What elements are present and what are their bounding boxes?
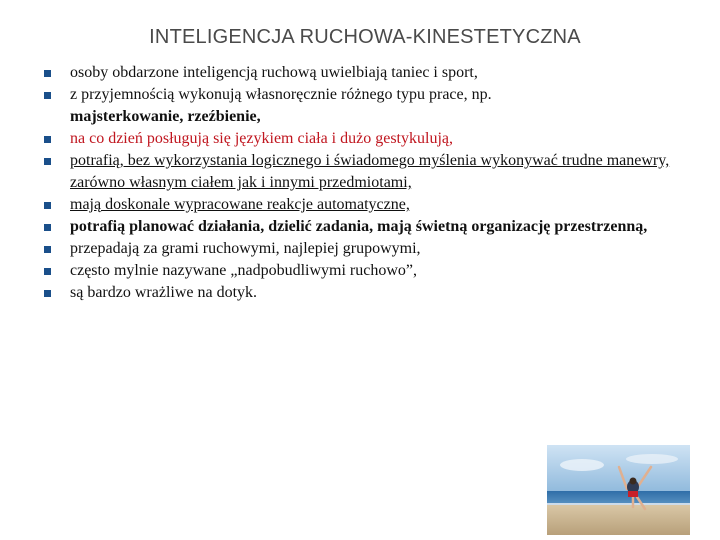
bullet-square-icon [44,136,51,143]
bullet-square-icon [44,92,51,99]
bullet-square-icon [44,224,51,231]
bullet-text: często mylnie nazywane „nadpobudliwymi ruchowo”, [70,262,417,279]
bullet-square-icon [44,158,51,165]
bullet-square-icon [44,268,51,275]
bullet-square-icon [44,70,51,77]
bullet-text: z przyjemnością wykonują własnoręcznie różnego typu prace, np. [70,86,492,103]
bullet-item [44,238,684,260]
bullet-text: potrafią planować działania, dzielić zadania, mają świetną organizację przestrzenną, [70,218,648,235]
bullet-text-continuation: majsterkowanie, rzeźbienie, [70,108,261,125]
bullet-item [44,216,684,238]
slide-title: INTELIGENCJA RUCHOWA-KINESTETYCZNA [149,26,581,48]
bullet-item [44,150,684,194]
beach-cartwheel-illustration [547,445,690,535]
bullet-text: potrafią, bez wykorzystania logicznego i świadomego myślenia wykonywać trudne manewry, zarówno własnym ciałem jak i innymi przedmiotami, [70,152,670,191]
bullet-item [44,194,684,216]
bullet-text: osoby obdarzone inteligencją ruchową uwielbiają taniec i sport, [70,64,478,81]
bullet-text: na co dzień posługują się językiem ciała i dużo gestykulują, [70,130,453,147]
bullet-text: są bardzo wrażliwe na dotyk. [70,284,258,301]
bullet-item [44,260,684,282]
bullet-text: przepadają za grami ruchowymi, najlepiej grupowymi, [70,240,421,257]
bullet-square-icon [44,202,51,209]
bullet-item [44,282,684,304]
bullet-item [44,84,684,128]
bullet-item [44,62,684,84]
bullet-square-icon [44,290,51,297]
beach-cartwheel-photo [547,445,690,535]
bullet-list [44,62,684,304]
bullet-text: mają doskonale wypracowane reakcje automatyczne, [70,196,410,213]
bullet-square-icon [44,246,51,253]
bullet-item [44,128,684,150]
